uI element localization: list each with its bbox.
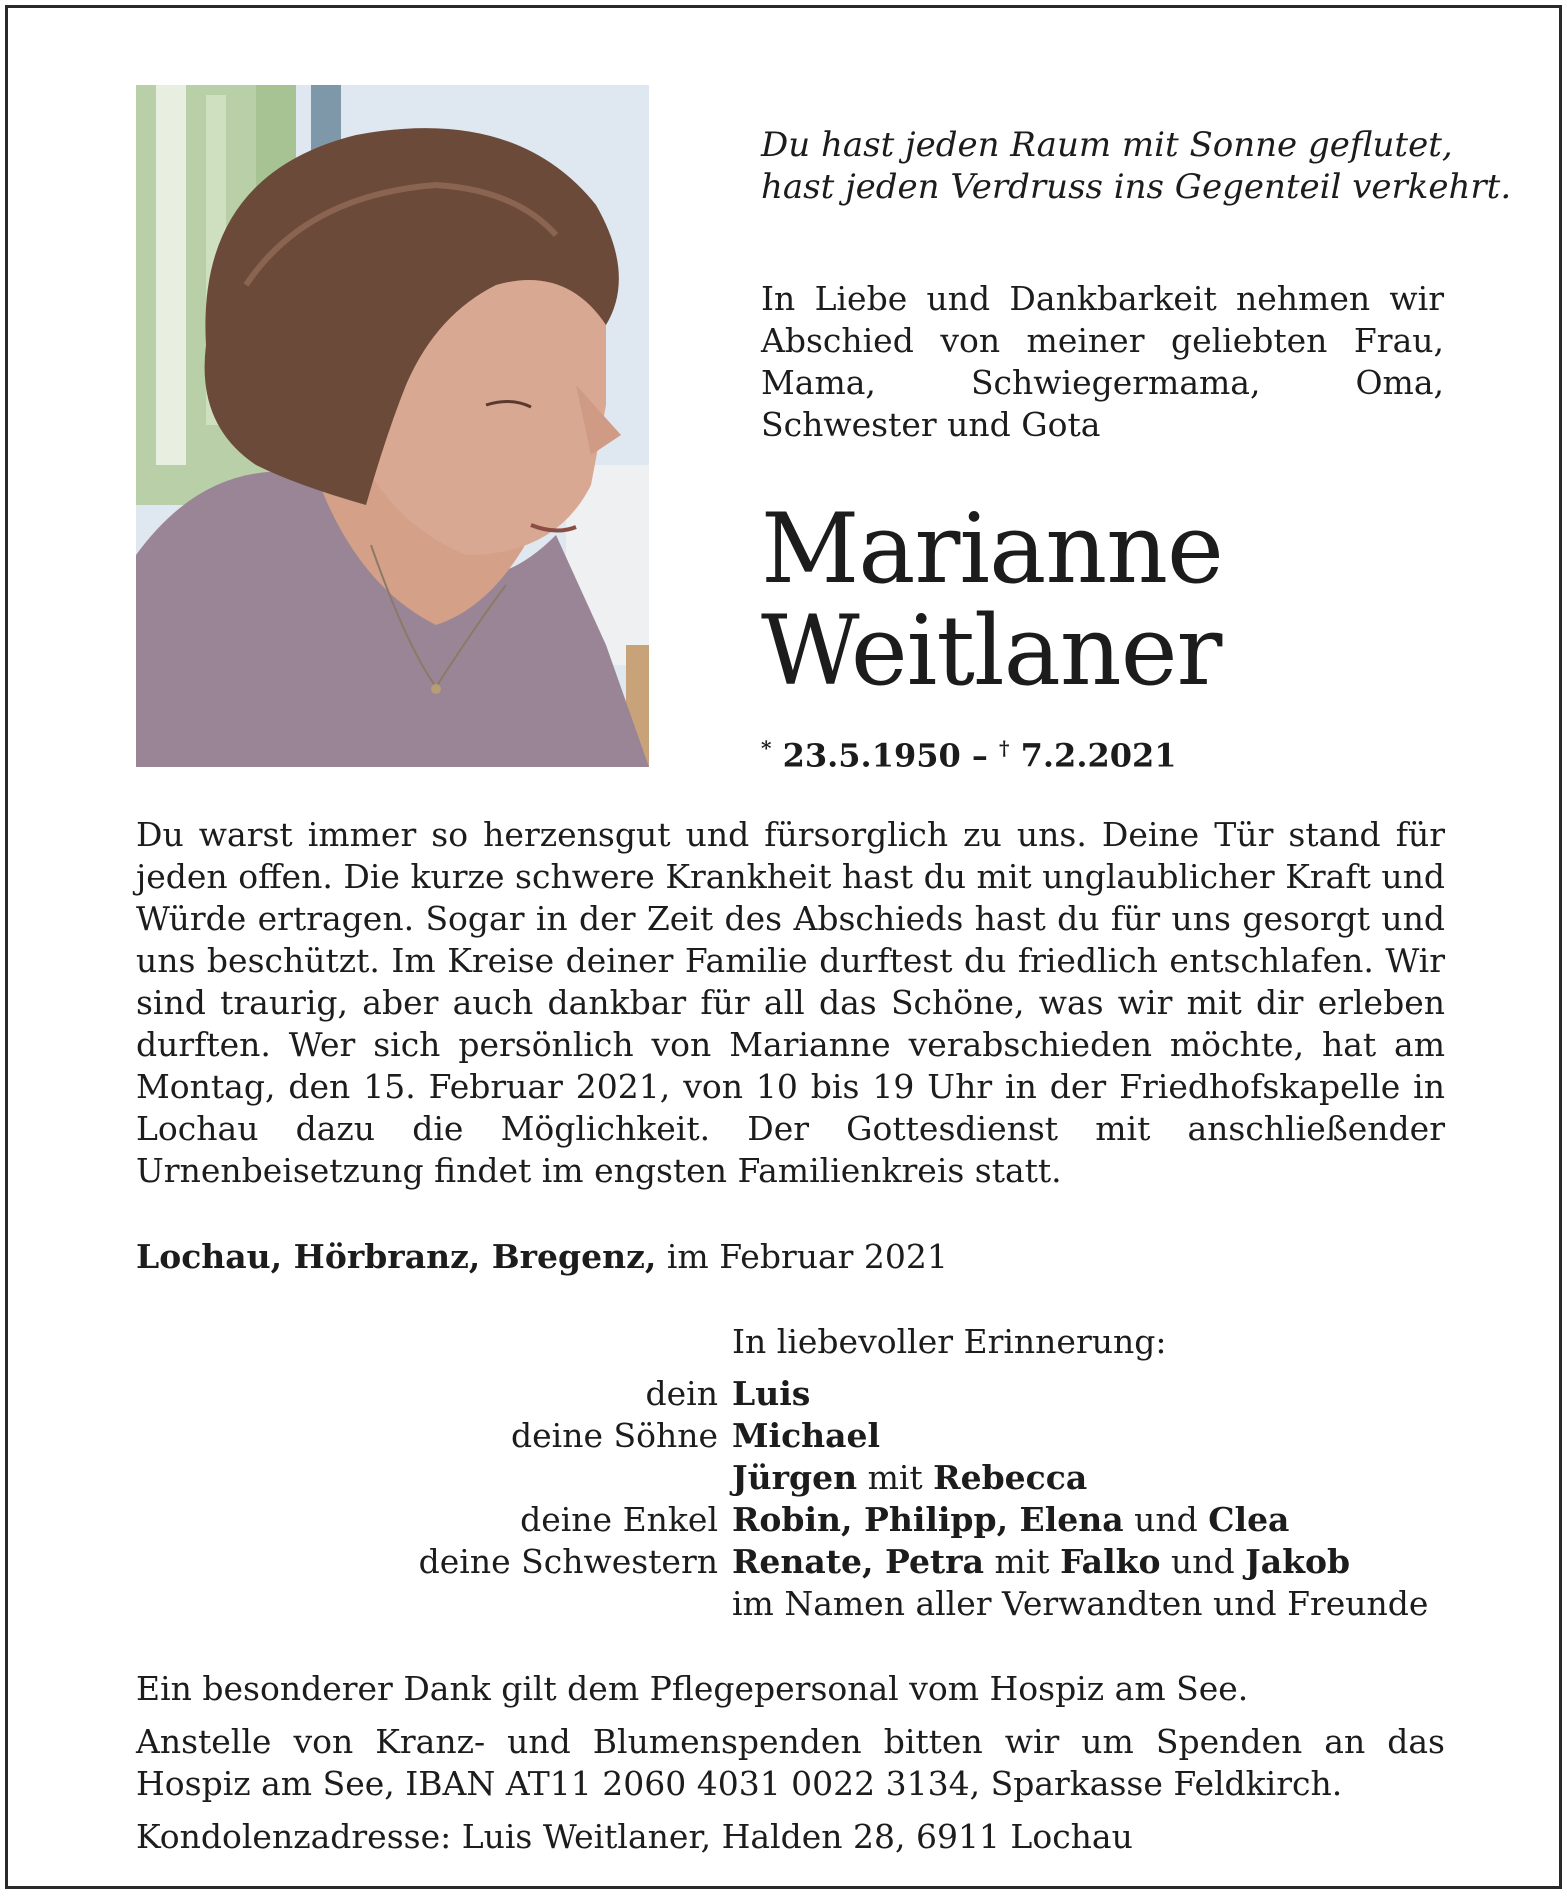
memory-heading: In liebevoller Erinnerung:: [732, 1322, 1167, 1361]
family-name: Clea: [1208, 1500, 1290, 1539]
date-separator: –: [971, 736, 988, 775]
thanks-note: Ein besonderer Dank gilt dem Pflegepersonal vom Hospiz am See.: [136, 1669, 1249, 1708]
intro-text: In Liebe und Dankbarkeit nehmen wir Abschied von meiner geliebten Frau, Mama, Schwiegermama, Oma, Schwester und Gota: [761, 279, 1444, 444]
family-connector: mit: [994, 1542, 1050, 1581]
condolence-address: Kondolenzadresse: Luis Weitlaner, Halden 28, 6911 Lochau: [136, 1817, 1133, 1856]
family-name: Renate, Petra: [732, 1542, 984, 1581]
family-connector: und: [1134, 1500, 1198, 1539]
family-name: Falko: [1060, 1542, 1161, 1581]
family-row: [308, 1541, 1488, 1583]
place-and-date: [136, 1236, 948, 1278]
obituary-body: Du warst immer so herzensgut und fürsorglich zu uns. Deine Tür stand für jeden offen. Die kurze schwere Krankheit hast du mit unglaublicher Kraft und Würde ertragen. Sogar in der Zeit des Abschieds hast du für uns gesorgt und uns beschützt. Im Kreise deiner Familie durftest du friedlich entschlafen. Wir sind traurig, aber auch dankbar für all das Schöne, was wir mit dir erleben durften. Wer sich persönlich von Marianne verabschieden möchte, hat am Montag, den 15. Februar 2021, von 10 bis 19 Uhr in der Friedhofskapelle in Lochau dazu die Möglichkeit. Der Gottesdienst mit anschließender Urnenbeisetzung findet im engsten Familienkreis statt.: [136, 815, 1445, 1190]
death-symbol: †: [999, 736, 1010, 760]
family-name: Robin, Philipp, Elena: [732, 1500, 1124, 1539]
deceased-name: [761, 493, 1223, 707]
first-name: Marianne: [761, 493, 1223, 605]
place-towns: Lochau, Hörbranz, Bregenz,: [136, 1237, 657, 1276]
family-row: [308, 1373, 1488, 1415]
family-row: [308, 1457, 1488, 1499]
portrait-photo: [136, 85, 649, 767]
family-name: Jakob: [1245, 1542, 1351, 1581]
family-list: [308, 1373, 1488, 1625]
donation-note: Anstelle von Kranz- und Blumenspenden bitten wir um Spenden an das Hospiz am See, IBAN AT11 2060 4031 0022 3134, Sparkasse Feldkirch.: [136, 1722, 1445, 1803]
motto-line-2: hast jeden Verdruss ins Gegenteil verkehrt.: [761, 167, 1512, 207]
family-role: deine Söhne: [511, 1416, 718, 1455]
family-closing: im Namen aller Verwandten und Freunde: [732, 1584, 1429, 1623]
family-role: dein: [645, 1374, 718, 1413]
family-role: [308, 1583, 732, 1625]
family-name: Rebecca: [933, 1458, 1088, 1497]
birth-symbol: *: [761, 736, 772, 760]
place-date: im Februar 2021: [666, 1237, 948, 1276]
family-role: deine Schwestern: [418, 1542, 718, 1581]
last-name: Weitlaner: [761, 595, 1222, 707]
birth-date: 23.5.1950: [782, 736, 961, 775]
family-name: Michael: [732, 1416, 881, 1455]
family-name: Jürgen: [732, 1458, 858, 1497]
family-name: Luis: [732, 1374, 811, 1413]
obituary-notice: [5, 5, 1562, 1889]
family-role: deine Enkel: [520, 1500, 718, 1539]
family-connector: und: [1170, 1542, 1235, 1581]
motto-quote: [761, 124, 1512, 208]
family-role: [308, 1457, 732, 1499]
family-connector: mit: [867, 1458, 923, 1497]
family-row: [308, 1583, 1488, 1625]
life-dates: [761, 736, 1177, 775]
death-date: 7.2.2021: [1020, 736, 1177, 775]
motto-line-1: Du hast jeden Raum mit Sonne geflutet,: [761, 125, 1453, 165]
family-row: [308, 1499, 1488, 1541]
family-row: [308, 1415, 1488, 1457]
